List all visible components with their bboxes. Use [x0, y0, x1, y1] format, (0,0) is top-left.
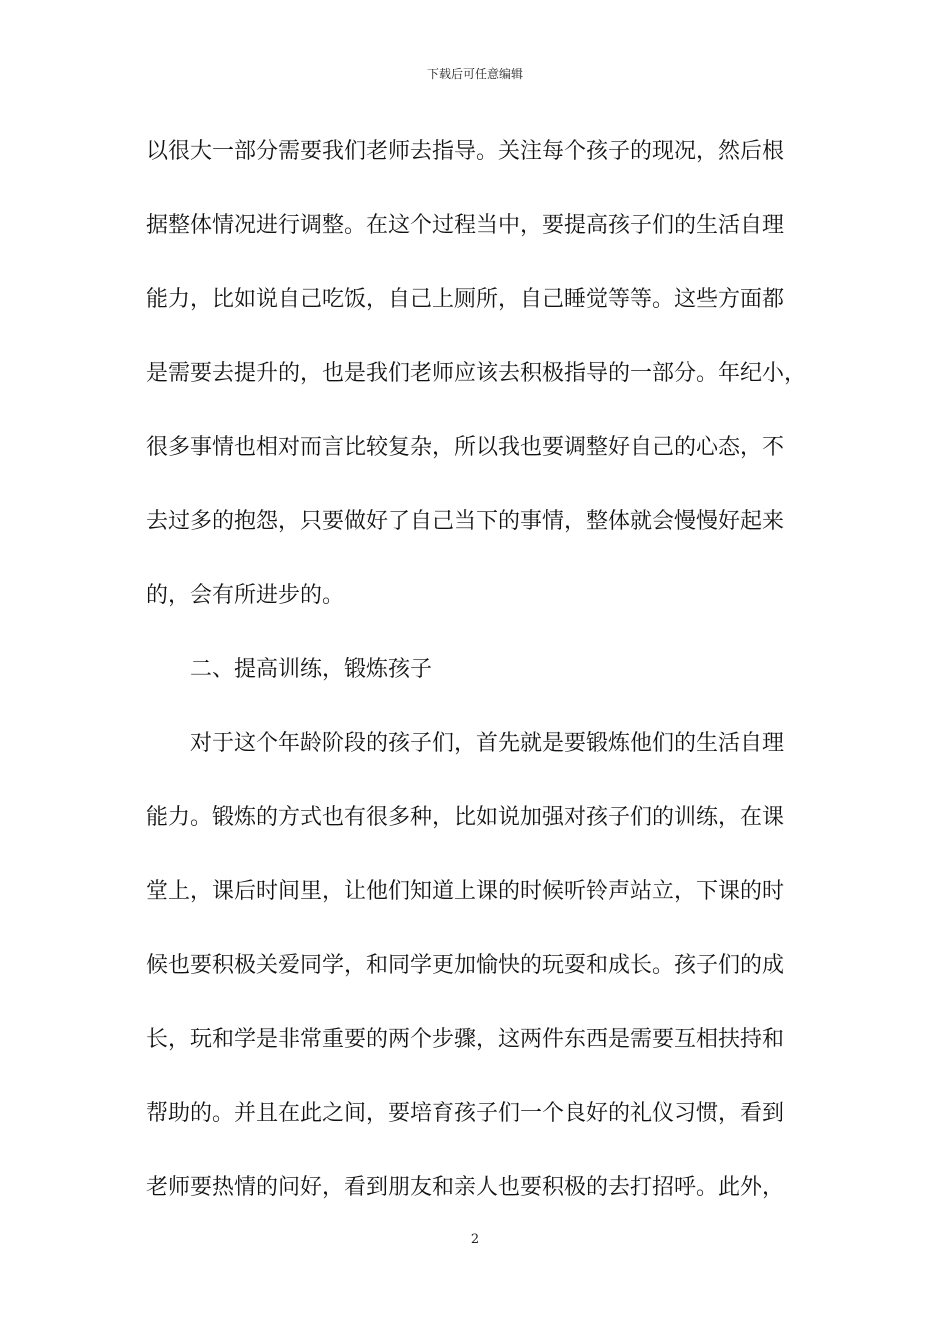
paragraph-line: 能力，比如说自己吃饭，自己上厕所，自己睡觉等等。这些方面都 — [146, 287, 785, 312]
section-heading: 二、提高训练，锻炼孩子 — [190, 657, 433, 682]
page-number: 2 — [470, 1232, 480, 1247]
paragraph-line: 去过多的抱怨，只要做好了自己当下的事情，整体就会慢慢好起来 — [146, 509, 785, 534]
document-body — [146, 132, 808, 1242]
paragraph-line: 据整体情况进行调整。在这个过程当中，要提高孩子们的生活自理 — [146, 213, 785, 238]
paragraph-line: 很多事情也相对而言比较复杂，所以我也要调整好自己的心态，不 — [146, 435, 785, 460]
paragraph-line: 长，玩和学是非常重要的两个步骤，这两件东西是需要互相扶持和 — [146, 1027, 785, 1052]
paragraph-line: 堂上，课后时间里，让他们知道上课的时候听铃声站立，下课的时 — [146, 879, 785, 904]
paragraph-line: 帮助的。并且在此之间，要培育孩子们一个良好的礼仪习惯，看到 — [146, 1101, 785, 1126]
paragraph-line: 候也要积极关爱同学，和同学更加愉快的玩耍和成长。孩子们的成 — [146, 953, 785, 978]
paragraph-line: 的，会有所进步的。 — [146, 583, 345, 608]
paragraph-line: 对于这个年龄阶段的孩子们，首先就是要锻炼他们的生活自理 — [190, 731, 785, 756]
paragraph-line: 是需要去提升的，也是我们老师应该去积极指导的一部分。年纪小， — [146, 361, 807, 386]
page-header: 下载后可任意编辑 — [426, 67, 523, 81]
paragraph-line: 能力。锻炼的方式也有很多种，比如说加强对孩子们的训练，在课 — [146, 805, 785, 830]
paragraph-line: 老师要热情的问好，看到朋友和亲人也要积极的去打招呼。此外， — [146, 1175, 785, 1200]
paragraph-line: 以很大一部分需要我们老师去指导。关注每个孩子的现况，然后根 — [146, 139, 785, 164]
